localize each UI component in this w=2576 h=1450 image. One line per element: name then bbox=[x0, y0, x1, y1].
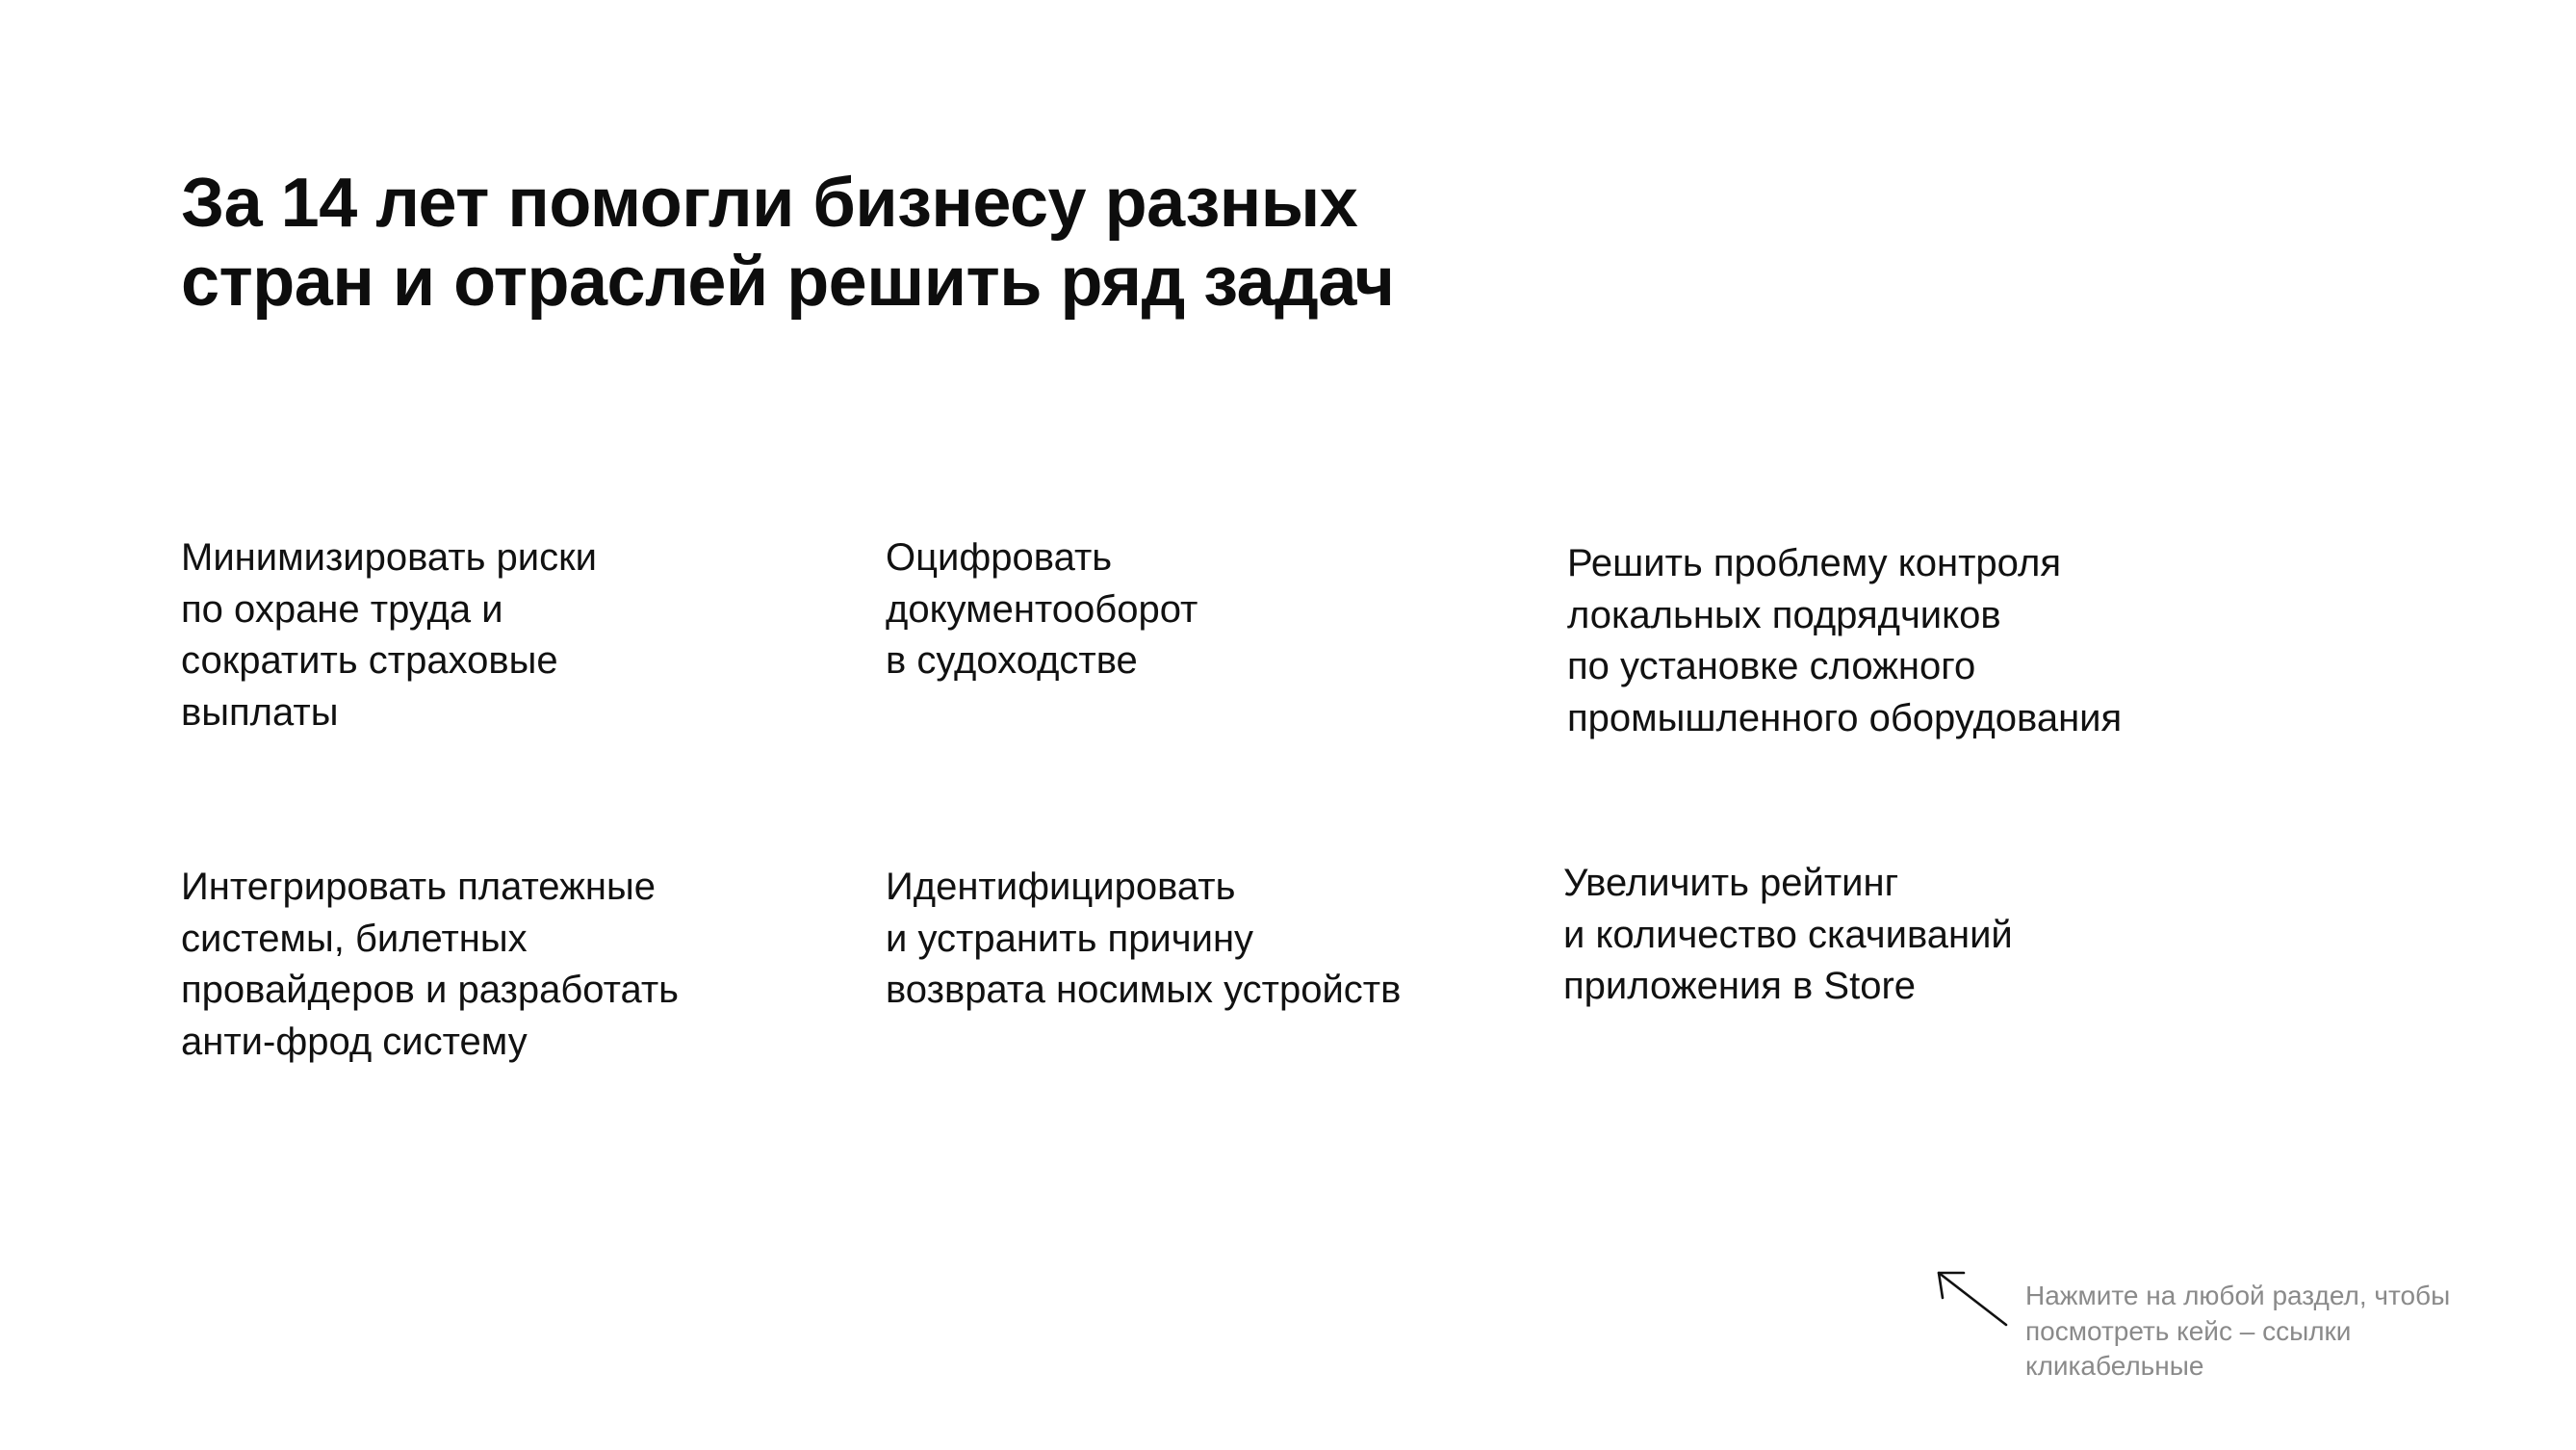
case-link-contractor-control[interactable] bbox=[1567, 538, 2122, 744]
click-hint-line: посмотреть кейс – ссылки bbox=[2025, 1315, 2352, 1346]
case-text-line: возврата носимых устройств bbox=[886, 969, 1402, 1011]
case-text-line: и количество скачиваний bbox=[1563, 913, 2013, 956]
case-text-line: провайдеров и разработать bbox=[181, 969, 679, 1011]
case-text-line: документооборот bbox=[886, 587, 1198, 631]
case-text-line: Увеличить рейтинг bbox=[1563, 862, 1899, 904]
case-text-line: Оцифровать bbox=[886, 536, 1113, 579]
page-title-line: стран и отраслей решить ряд задач bbox=[181, 244, 1395, 321]
case-text-line: выплаты bbox=[181, 690, 339, 734]
case-text-line: Решить проблему контроля bbox=[1567, 542, 2062, 584]
case-text-line: системы, билетных bbox=[181, 917, 528, 960]
case-text-line: локальных подрядчиков bbox=[1567, 593, 2001, 636]
case-text-line: по охране труда и bbox=[181, 587, 503, 631]
case-text-line: в судоходстве bbox=[886, 639, 1138, 682]
case-link-shipping-docs[interactable] bbox=[886, 532, 1198, 687]
page-title bbox=[181, 164, 1394, 322]
click-hint-line: Нажмите на любой раздел, чтобы bbox=[2025, 1281, 2451, 1310]
case-text-line: и устранить причину bbox=[886, 917, 1254, 960]
case-text-line: Идентифицировать bbox=[886, 866, 1236, 908]
click-hint bbox=[2025, 1279, 2450, 1385]
case-link-app-rating[interactable] bbox=[1563, 858, 2013, 1013]
case-link-wearables-returns[interactable] bbox=[886, 862, 1401, 1017]
page-title-line: За 14 лет помогли бизнесу разных bbox=[181, 165, 1358, 242]
click-hint-line: кликабельные bbox=[2025, 1351, 2204, 1381]
case-text-line: промышленного оборудования bbox=[1567, 696, 2123, 739]
case-text-line: Минимизировать риски bbox=[181, 536, 597, 579]
case-text-line: по установке сложного bbox=[1567, 645, 1976, 687]
case-text-line: Интегрировать платежные bbox=[181, 866, 656, 908]
case-link-payment-integration[interactable] bbox=[181, 862, 679, 1068]
case-text-line: сократить страховые bbox=[181, 639, 558, 682]
case-link-labor-safety-risks[interactable] bbox=[181, 532, 597, 738]
arrow-up-left-icon bbox=[1925, 1261, 2012, 1338]
case-text-line: приложения в Store bbox=[1563, 965, 1917, 1007]
case-text-line: анти-фрод систему bbox=[181, 1020, 528, 1063]
